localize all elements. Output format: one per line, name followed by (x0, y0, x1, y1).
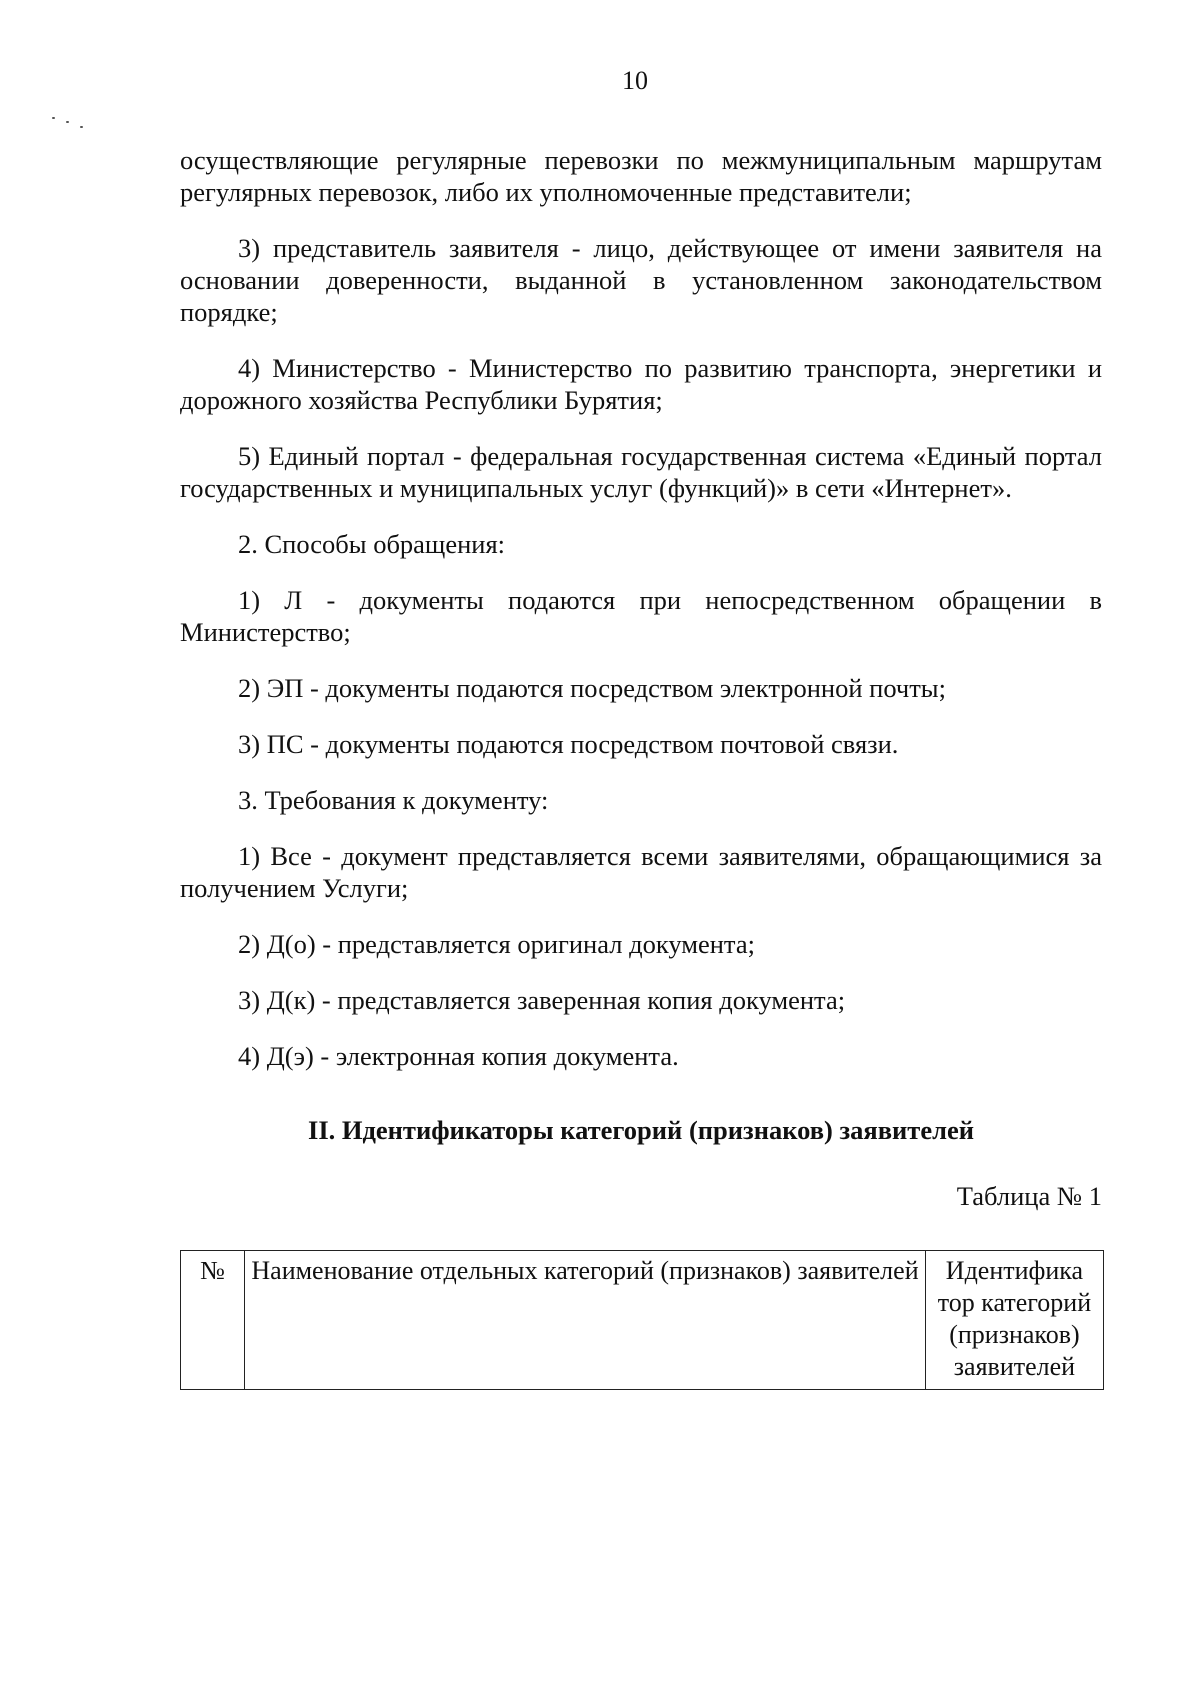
paragraph-requirement-copy: 3) Д(к) - представляется заверенная копия документа; (238, 985, 846, 1015)
paragraph-continuation: осуществляющие регулярные перевозки по межмуниципальным маршрутам регулярных перевозок, либо их уполномоченные представители; (180, 145, 1102, 207)
document-body (180, 144, 1102, 1390)
paragraph-requirement-electronic: 4) Д(э) - электронная копия документа. (238, 1041, 679, 1071)
page-number: 10 (622, 66, 648, 95)
categories-table (180, 1250, 1104, 1390)
paragraph-definition-ministry: 4) Министерство - Министерство по развитию транспорта, энергетики и дорожного хозяйства Республики Бурятия; (180, 353, 1102, 415)
scan-speck (52, 117, 55, 119)
paragraph-methods-heading: 2. Способы обращения: (238, 529, 506, 559)
paragraph-requirement-all: 1) Все - документ представляется всеми заявителями, обращающимися за получением Услуги; (180, 841, 1102, 903)
paragraph-method-in-person: 1) Л - документы подаются при непосредственном обращении в Министерство; (180, 585, 1102, 647)
paragraph-definition-portal: 5) Единый портал - федеральная государственная система «Единый портал государственных и муниципальных услуг (функций)» в сети «Интернет». (180, 441, 1102, 503)
paragraph-requirement-original: 2) Д(о) - представляется оригинал документа; (238, 929, 755, 959)
header-category-name: Наименование отдельных категорий (признаков) заявителей (245, 1251, 926, 1390)
scan-speck (66, 121, 69, 123)
paragraph-method-email: 2) ЭП - документы подаются посредством электронной почты; (238, 673, 946, 703)
table-caption: Таблица № 1 (956, 1181, 1102, 1211)
table-header-row (181, 1251, 1104, 1390)
scan-speck (80, 126, 83, 128)
header-category-identifier: Идентифика тор категорий (признаков) заявителей (925, 1251, 1103, 1390)
section-heading: II. Идентификаторы категорий (признаков) заявителей (308, 1115, 974, 1145)
header-number: № (181, 1251, 245, 1390)
paragraph-definition-representative: 3) представитель заявителя - лицо, действующее от имени заявителя на основании доверенности, выданной в установленном законодательством порядке; (180, 233, 1102, 327)
paragraph-requirements-heading: 3. Требования к документу: (238, 785, 549, 815)
paragraph-method-post: 3) ПС - документы подаются посредством почтовой связи. (238, 729, 899, 759)
